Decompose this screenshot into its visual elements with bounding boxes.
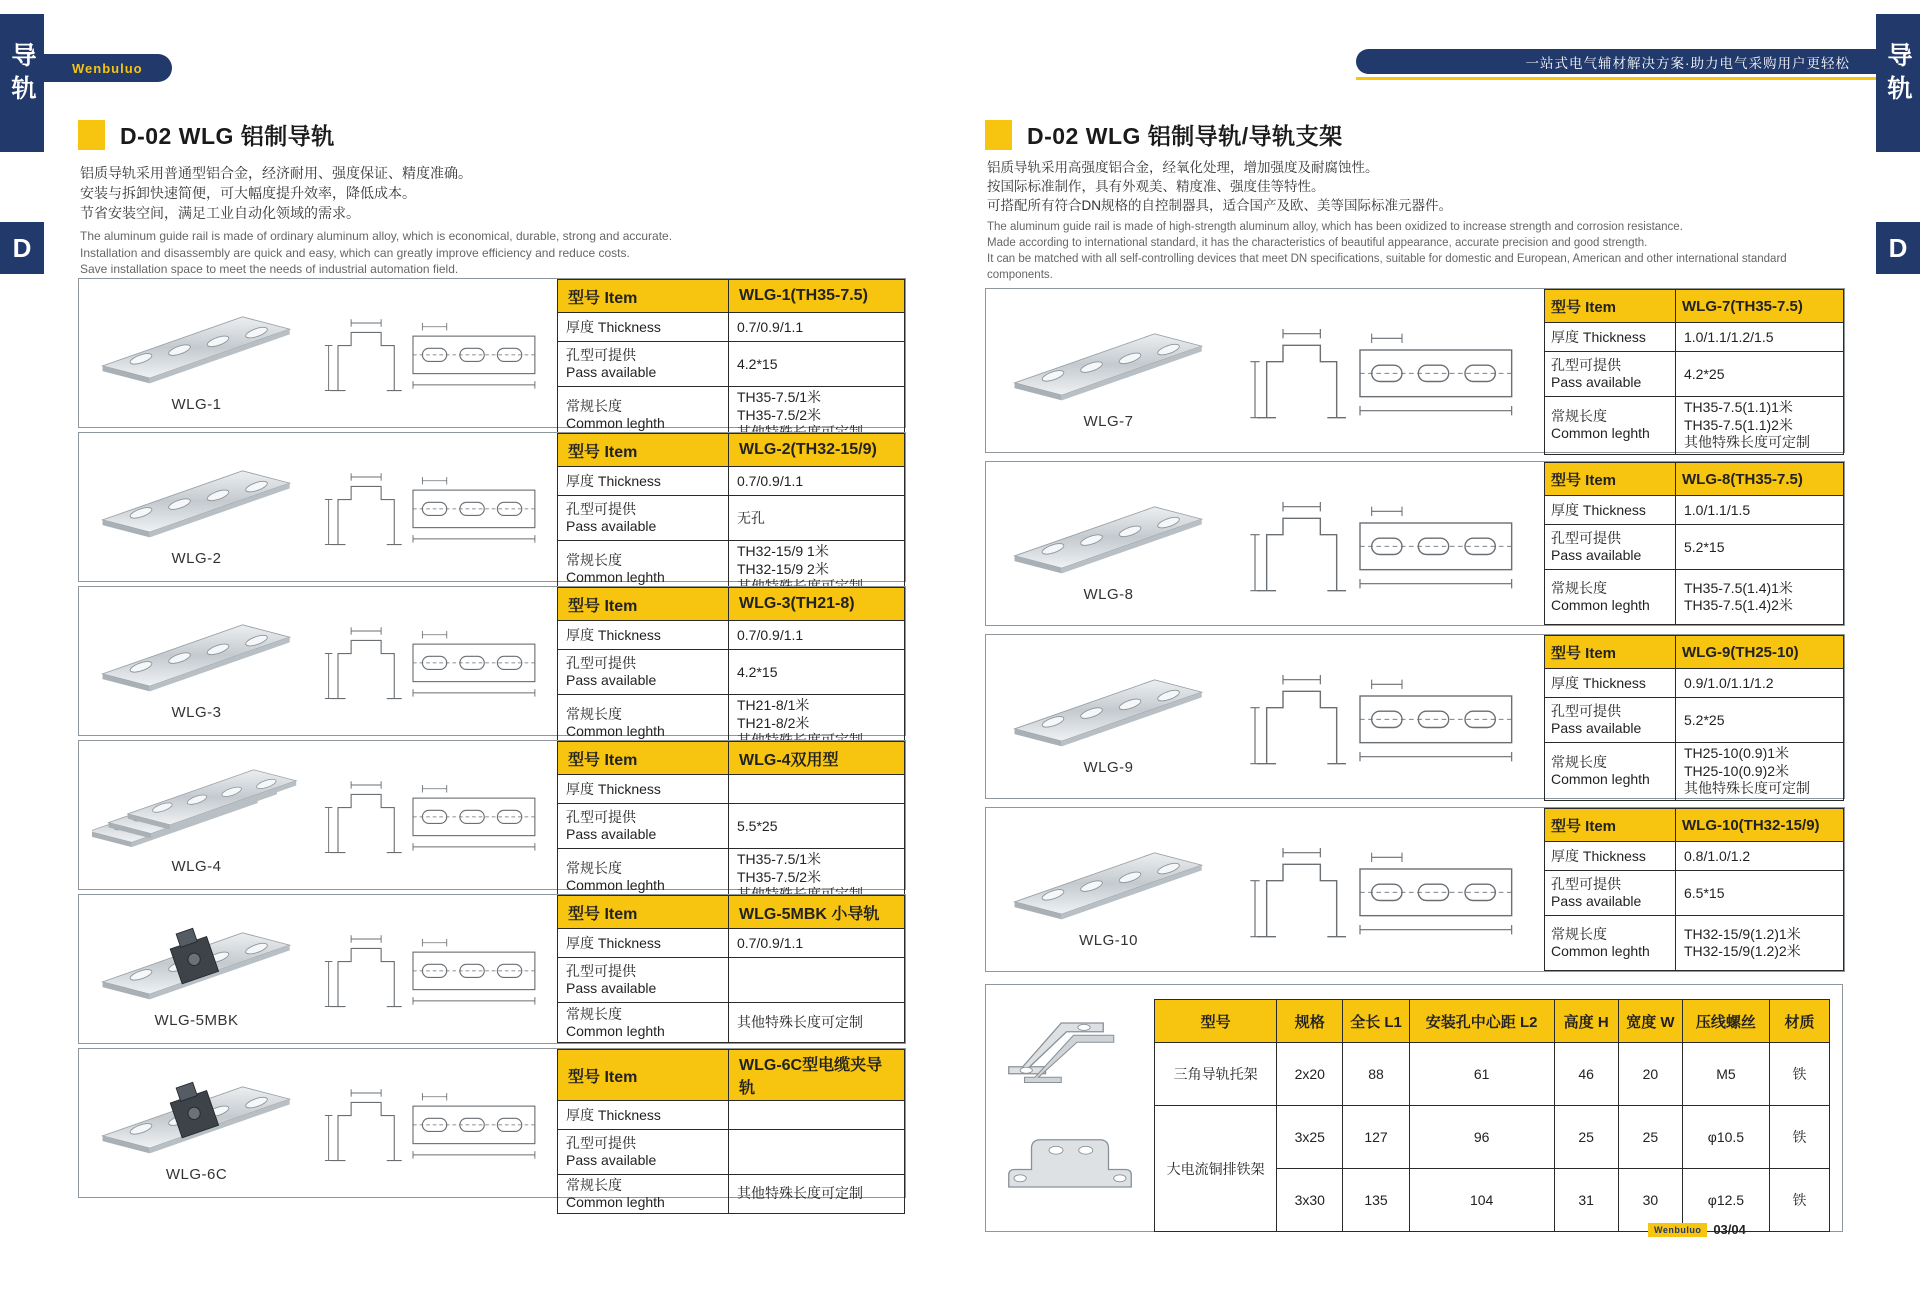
- col-l2: 安装孔中心距 L2: [1409, 1000, 1554, 1043]
- bracket-photo-u-clamp: [1000, 1123, 1140, 1209]
- product-name-label: WLG-2: [171, 549, 222, 567]
- product-name-label: WLG-10: [1079, 932, 1138, 949]
- left-intro-en: The aluminum guide rail is made of ordinary aluminum alloy, which is economical, durable, strong and accurate. Installation and disassembly are quick and easy, which can greatly improve efficiency and reduce costs. Save installation space to meet the needs of industrial automation field.: [80, 229, 673, 276]
- product-photo-rail: [1004, 311, 1214, 411]
- technical-drawing: [323, 1064, 548, 1182]
- spec-table: 型号 Item WLG-5MBK 小导轨 厚度 Thickness 0.7/0.9/1.1 孔型可提供 Pass available 常规长度 Common leghth 其他特殊长度可定制: [557, 895, 905, 1043]
- footer-page-number: 03/04: [1713, 1222, 1746, 1237]
- left-edge-tab: [0, 14, 44, 152]
- col-h: 高度 H: [1554, 1000, 1618, 1043]
- right-products: [985, 288, 1845, 972]
- product-block-wlg-8: [985, 461, 1845, 626]
- spec-model: WLG-7(TH35-7.5): [1676, 290, 1844, 323]
- col-screw: 压线螺丝: [1682, 1000, 1769, 1043]
- right-intro-cn: 铝质导轨采用高强度铝合金，经氧化处理，增加强度及耐腐蚀性。 按国际标准制作，具有外观美、精度准、强度佳等特性。 可搭配所有符合DN规格的自控制器具，适合国产及欧、美等国际标准元器件。: [987, 160, 1452, 213]
- spec-model: WLG-4双用型: [729, 742, 905, 775]
- right-edge-tab: [1876, 14, 1920, 152]
- section-marker-icon: [78, 120, 105, 150]
- technical-drawing: [1248, 301, 1528, 441]
- right-title-row: [985, 118, 1343, 151]
- right-page-title: D-02 WLG 铝制导轨/导轨支架: [1027, 123, 1343, 149]
- spec-table: 型号 Item WLG-2(TH32-15/9) 厚度 Thickness 0.7/0.9/1.1 孔型可提供 Pass available 无孔 常规长度 Common leghth TH32-15/9 1米 TH32-15/9 2米: [557, 433, 905, 599]
- bracket-table: [1154, 999, 1830, 1232]
- product-photo-rail-multi: [92, 756, 302, 856]
- product-name-label: WLG-6C: [165, 1165, 228, 1183]
- right-page: [985, 0, 1845, 1311]
- product-name-label: WLG-7: [1083, 413, 1134, 430]
- section-marker-icon: [985, 120, 1012, 150]
- product-name-label: WLG-8: [1083, 586, 1134, 603]
- product-photo-rail: [92, 448, 302, 548]
- spec-model: WLG-10(TH32-15/9): [1676, 809, 1844, 842]
- left-page-title: D-02 WLG 铝制导轨: [120, 123, 335, 149]
- product-block-wlg-6c: [78, 1048, 906, 1210]
- spec-table: 型号 Item WLG-8(TH35-7.5) 厚度 Thickness 1.0/1.1/1.5 孔型可提供 Pass available 5.2*15 常规长度 Common leghth TH35-7.5(1.4)1米 TH35-7.5(1.4)2米: [1544, 462, 1844, 625]
- right-edge-tab-label: 导轨: [1884, 42, 1912, 108]
- spec-table: 型号 Item WLG-4双用型 厚度 Thickness 孔型可提供 Pass available 5.5*25 常规长度 Common leghth TH35-7.5/1米 TH35-7.5/2米: [557, 741, 905, 907]
- product-photo-rail: [92, 602, 302, 702]
- product-name-label: WLG-5MBK: [154, 1011, 239, 1029]
- spec-table: 型号 Item WLG-7(TH35-7.5) 厚度 Thickness 1.0/1.1/1.2/1.5 孔型可提供 Pass available 4.2*25 常规长度 Common leghth TH35-7.5(1.1)1米 TH35-7.5(1.1)2米 其他特殊长度可定制: [1544, 289, 1844, 455]
- product-block-wlg-3: [78, 586, 906, 740]
- col-spec: 规格: [1277, 1000, 1343, 1043]
- technical-drawing: [1248, 474, 1528, 614]
- product-photo-rail: [1004, 657, 1214, 757]
- left-intro-cn: 铝质导轨采用普通型铝合金，经济耐用、强度保证、精度准确。 安装与拆卸快速简便，可大幅度提升效率，降低成本。 节省安装空间，满足工业自动化领域的需求。: [80, 165, 472, 221]
- slogan-text: 一站式电气辅材解决方案·助力电气采购用户更轻松: [1525, 55, 1850, 71]
- technical-drawing: [323, 602, 548, 720]
- spec-model: WLG-3(TH21-8): [729, 588, 905, 621]
- technical-drawing: [1248, 820, 1528, 960]
- footer-brand-badge: Wenbuluo: [1648, 1223, 1707, 1237]
- product-name-label: WLG-4: [171, 857, 222, 875]
- spec-table: 型号 Item WLG-3(TH21-8) 厚度 Thickness 0.7/0.9/1.1 孔型可提供 Pass available 4.2*15 常规长度 Common leghth TH21-8/1米 TH21-8/2米: [557, 587, 905, 753]
- table-row: 三角导轨托架 2x20 88 61 46 20 M5 铁: [1155, 1043, 1830, 1106]
- right-intro-en: The aluminum guide rail is made of high-strength aluminum alloy, which has been oxidized to increase strength and corrosion resistance. Made according to international standard, it has the characteristics of beautiful appearance, accurate precision and good strength. It can be matched with all self-controlling devices that meet DN specifications, suitable for domestic and European, American and other international standard components.: [987, 221, 1787, 281]
- spec-model: WLG-1(TH35-7.5): [729, 280, 905, 313]
- technical-drawing: [1248, 647, 1528, 787]
- spec-model: WLG-8(TH35-7.5): [1676, 463, 1844, 496]
- technical-drawing: [323, 756, 548, 874]
- spec-table: 型号 Item WLG-1(TH35-7.5) 厚度 Thickness 0.7/0.9/1.1 孔型可提供 Pass available 4.2*15 常规长度 Common leghth TH35-7.5/1米 TH35-7.5/2米: [557, 279, 905, 445]
- spec-model: WLG-6C型电缆夹导轨: [729, 1050, 905, 1101]
- col-model: 型号: [1155, 1000, 1277, 1043]
- spec-model: WLG-9(TH25-10): [1676, 636, 1844, 669]
- spec-table: 型号 Item WLG-9(TH25-10) 厚度 Thickness 0.9/1.0/1.1/1.2 孔型可提供 Pass available 5.2*25 常规长度 Common leghth TH25-10(0.9)1米 TH25-10(0.9)2米 其他特殊长度可定制: [1544, 635, 1844, 801]
- left-products: [78, 278, 906, 1210]
- technical-drawing: [323, 448, 548, 566]
- table-row: 大电流铜排铁架 3x25 127 96 25 25 φ10.5 铁: [1155, 1106, 1830, 1169]
- spec-table: 型号 Item WLG-6C型电缆夹导轨 厚度 Thickness 孔型可提供 Pass available 常规长度 Common leghth 其他特殊长度可定制: [557, 1049, 905, 1214]
- product-block-wlg-9: [985, 634, 1845, 799]
- product-name-label: WLG-9: [1083, 759, 1134, 776]
- product-block-wlg-5mbk: [78, 894, 906, 1044]
- product-photo-rail: [92, 294, 302, 394]
- product-block-wlg-2: [78, 432, 906, 586]
- col-l1: 全长 L1: [1343, 1000, 1409, 1043]
- brand-name: Wenbuluo: [72, 60, 143, 76]
- product-photo-rail: [1004, 830, 1214, 930]
- technical-drawing: [323, 294, 548, 412]
- col-material: 材质: [1769, 1000, 1829, 1043]
- spec-table: 型号 Item WLG-10(TH32-15/9) 厚度 Thickness 0.8/1.0/1.2 孔型可提供 Pass available 6.5*15 常规长度 Common leghth TH32-15/9(1.2)1米 TH32-15/9(1.2)2米: [1544, 808, 1844, 971]
- product-block-wlg-4: [78, 740, 906, 894]
- bracket-photo-triangle: [1000, 1008, 1140, 1094]
- product-photo-rail: [1004, 484, 1214, 584]
- spec-model: WLG-5MBK 小导轨: [729, 896, 905, 929]
- product-block-wlg-1: [78, 278, 906, 432]
- product-photo-rail-clamp: [92, 910, 302, 1010]
- product-block-wlg-7: [985, 288, 1845, 453]
- col-w: 宽度 W: [1618, 1000, 1682, 1043]
- left-edge-tab-label: 导轨: [8, 42, 36, 108]
- footer: [1648, 1222, 1746, 1237]
- spec-model: WLG-2(TH32-15/9): [729, 434, 905, 467]
- product-name-label: WLG-3: [171, 703, 222, 721]
- technical-drawing: [323, 910, 548, 1028]
- product-block-wlg-10: [985, 807, 1845, 972]
- product-photo-rail-clamp: [92, 1064, 302, 1164]
- left-title-row: [78, 118, 335, 151]
- product-name-label: WLG-1: [171, 395, 222, 413]
- right-section-letter: D: [1876, 222, 1920, 274]
- left-page: [78, 0, 906, 1311]
- bracket-box: [985, 984, 1843, 1232]
- left-section-letter: D: [0, 222, 44, 274]
- table-row: 3x30 135 104 31 30 φ12.5 铁: [1155, 1169, 1830, 1232]
- spec-item-label: 型号 Item: [558, 280, 729, 313]
